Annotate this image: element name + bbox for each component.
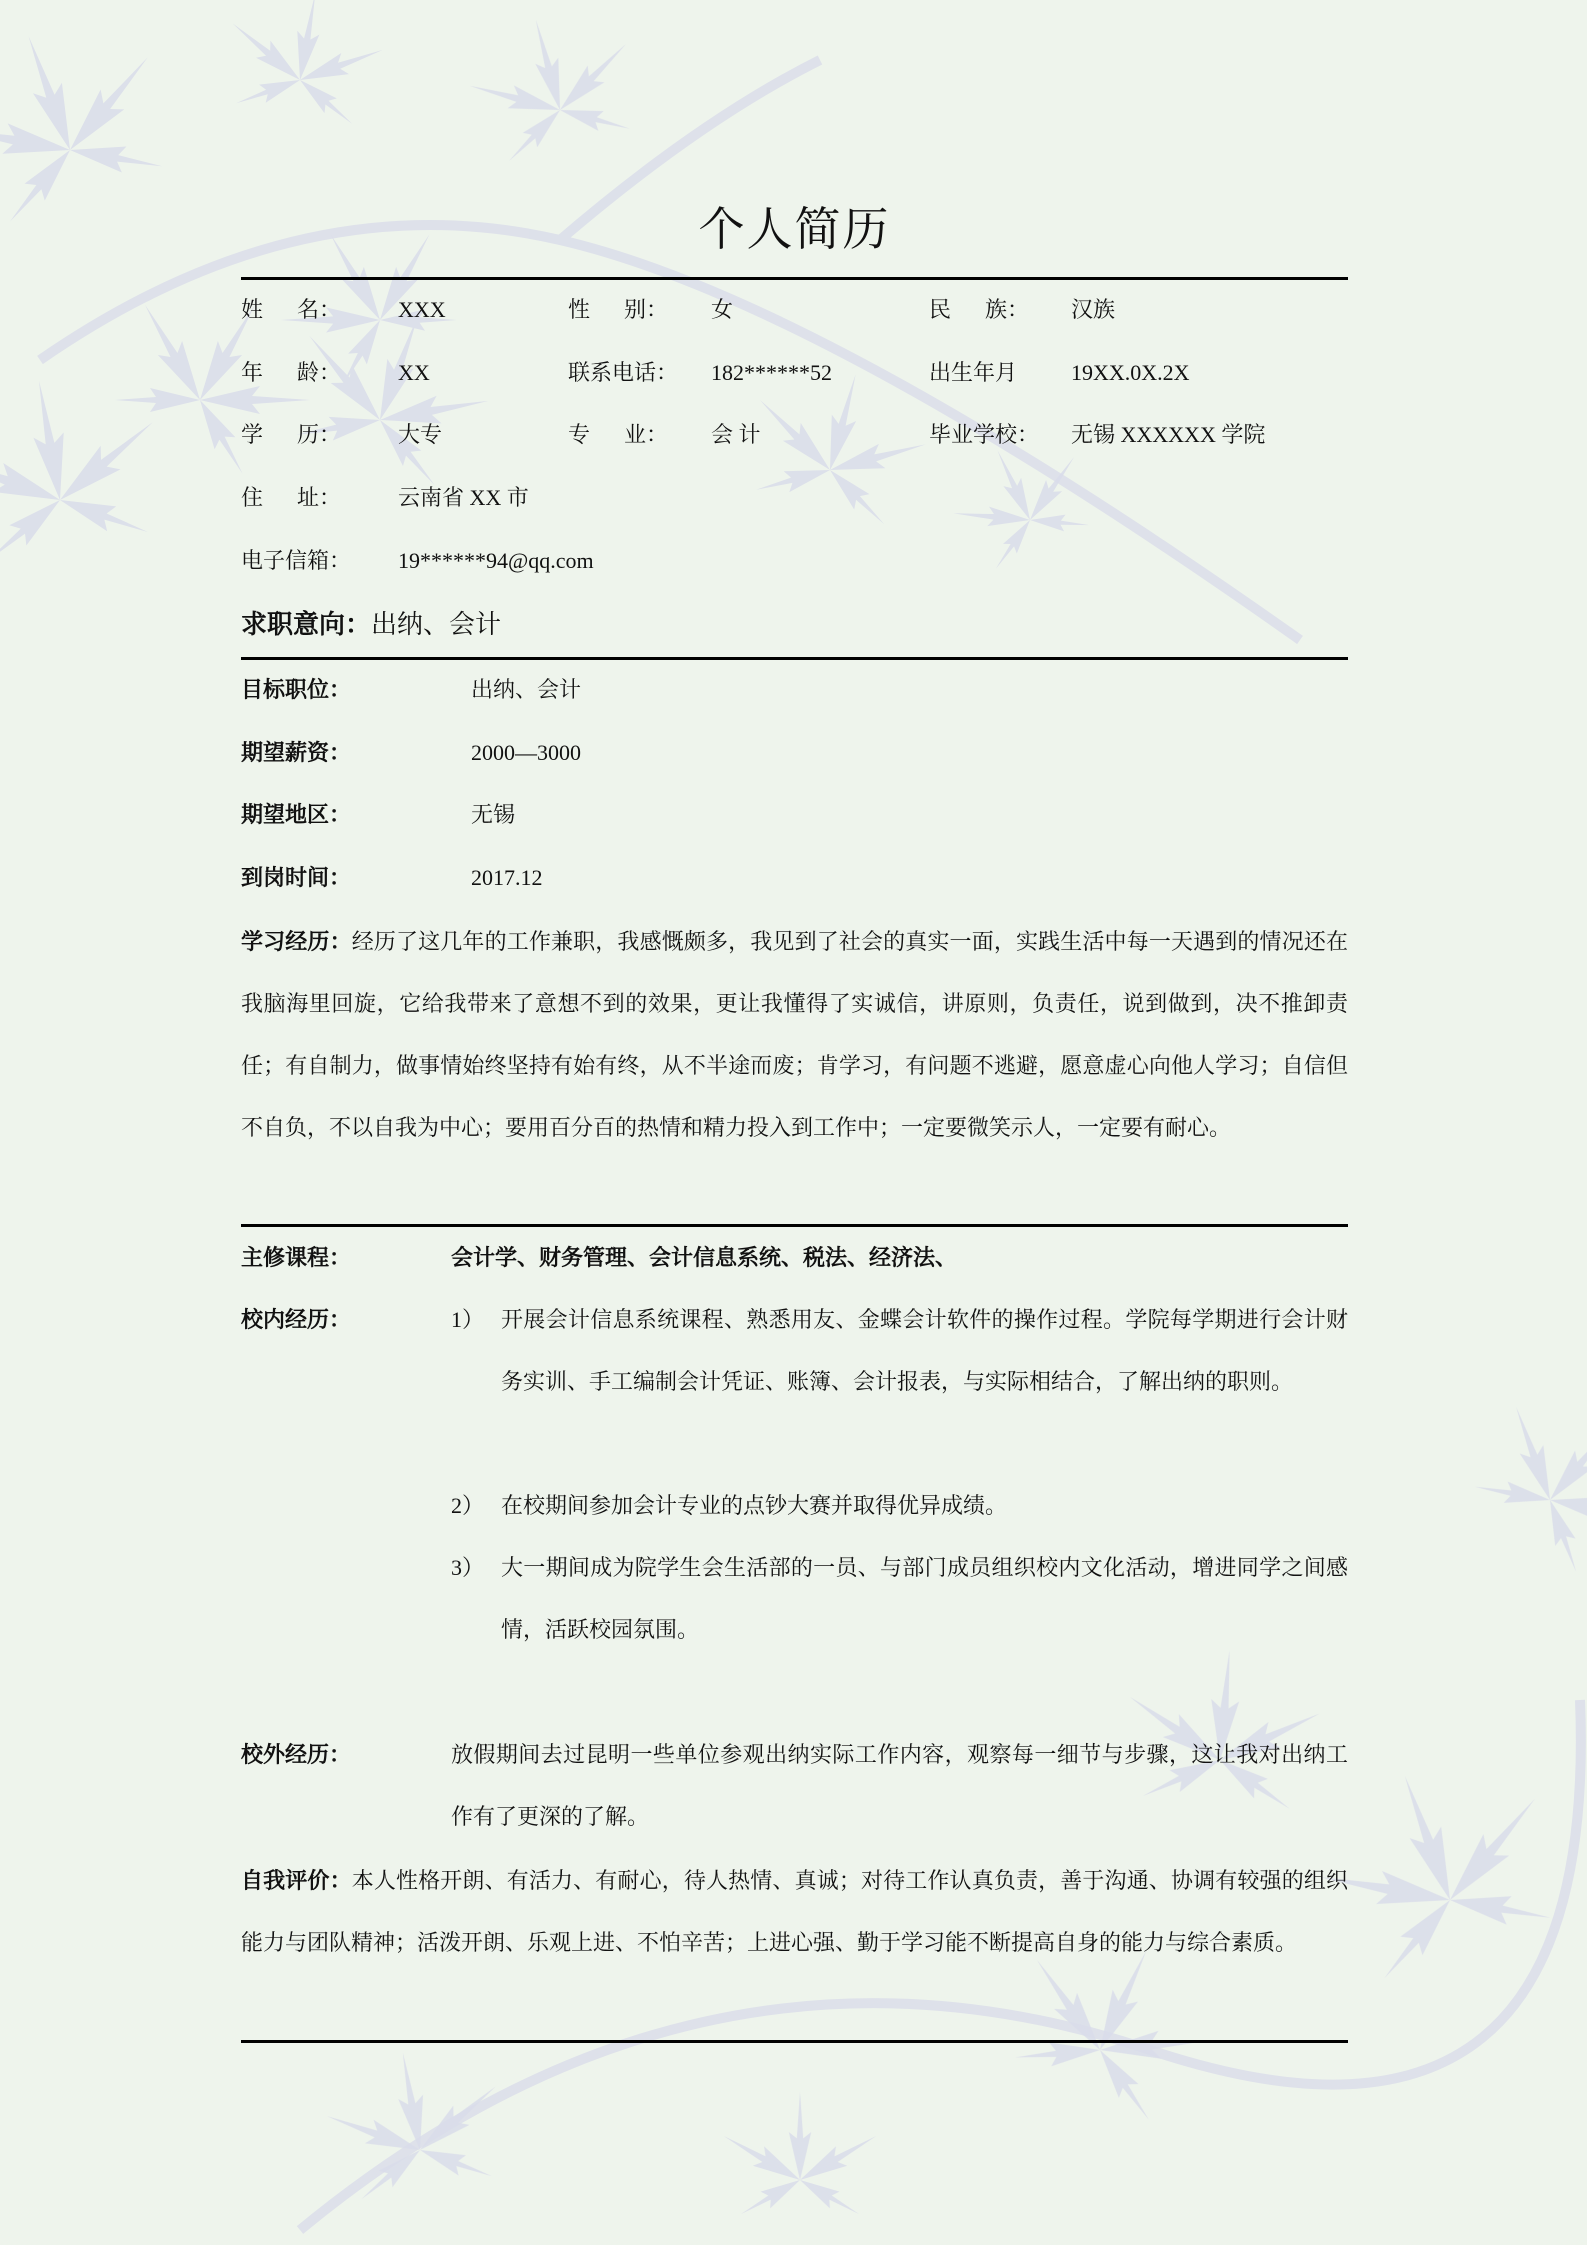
divider	[241, 277, 1348, 280]
field-education-value: 大专	[398, 422, 443, 447]
section-text: 本人性格开朗、有活力、有耐心，待人热情、真诚；对待工作认真负责，善于沟通、协调有较强的组织能力与团队精神；活泼开朗、乐观上进、不怕辛苦；上进心强、勤于学习能不断提高自身的能力与综合素质。	[241, 1868, 1348, 1955]
section-label: 学习经历：	[241, 929, 352, 954]
field-label: 住 址：	[241, 485, 341, 510]
section-label: 主修课程：	[241, 1245, 352, 1270]
list-text: 大一期间成为院学生会生活部的一员、与部门成员组织校内文化活动，增进同学之间感情，活跃校园氛围。	[501, 1555, 1348, 1642]
list-number: 3）	[451, 1555, 485, 1580]
list-item	[451, 1537, 1348, 1661]
field-value: 2017.12	[471, 865, 543, 890]
field-school-value: 无锡 XXXXXX 学院	[1071, 422, 1266, 447]
field-name-value: XXX	[398, 297, 446, 322]
list-item	[451, 1289, 1348, 1413]
section-label: 自我评价：	[241, 1868, 352, 1893]
field-label: 学 历：	[241, 422, 341, 447]
field-email-value: 19******94@qq.com	[398, 548, 594, 573]
field-label: 期望地区：	[241, 802, 352, 827]
field-label: 民 族：	[929, 297, 1029, 322]
field-label: 联系电话：	[568, 360, 679, 385]
field-phone-value: 182******52	[711, 360, 832, 385]
info-row	[241, 546, 1348, 576]
study-experience	[241, 911, 1348, 1159]
divider	[241, 1224, 1348, 1227]
section-label: 校外经历：	[241, 1742, 352, 1767]
divider	[241, 657, 1348, 660]
page-title: 个人简历	[698, 204, 891, 255]
field-address-value: 云南省 XX 市	[398, 485, 529, 510]
job-intent-heading	[241, 607, 501, 643]
field-label: 姓 名：	[241, 297, 341, 322]
list-item	[451, 1475, 1348, 1537]
job-intent-value: 出纳、会计	[371, 610, 502, 639]
field-age-value: XX	[398, 360, 430, 385]
courses-value: 会计学、财务管理、会计信息系统、税法、经济法、	[451, 1245, 958, 1270]
offcampus-text: 放假期间去过昆明一些单位参观出纳实际工作内容，观察每一细节与步骤，这让我对出纳工作有了更深的了解。	[451, 1742, 1348, 1829]
field-label: 到岗时间：	[241, 865, 352, 890]
courses-row	[241, 1243, 1348, 1273]
section-text: 经历了这几年的工作兼职，我感慨颇多，我见到了社会的真实一面，实践生活中每一天遇到的情况还在我脑海里回旋，它给我带来了意想不到的效果，更让我懂得了实诚信，讲原则，负责任，说到做到，决不推卸责任；有自制力，做事情始终坚持有始有终，从不半途而废；肯学习，有问题不逃避，愿意虚心向他人学习；自信但不自负，不以自我为中心；要用百分百的热情和精力投入到工作中；一定要微笑示人，一定要有耐心。	[241, 929, 1348, 1140]
field-label: 专 业：	[568, 422, 668, 447]
field-major-value: 会 计	[711, 422, 761, 447]
field-label: 目标职位：	[241, 677, 352, 702]
field-birth-value: 19XX.0X.2X	[1071, 360, 1190, 385]
field-gender-value: 女	[711, 297, 734, 322]
section-label: 校内经历：	[241, 1307, 352, 1332]
field-label: 性 别：	[568, 297, 668, 322]
info-row	[241, 483, 1348, 513]
section-label: 求职意向：	[241, 610, 372, 639]
intent-row	[241, 675, 1348, 705]
field-label: 电子信箱：	[241, 548, 352, 573]
divider	[241, 2040, 1348, 2043]
field-label: 毕业学校：	[929, 422, 1040, 447]
intent-row	[241, 800, 1348, 830]
field-label: 期望薪资：	[241, 740, 352, 765]
list-number: 2）	[451, 1493, 485, 1518]
list-text: 开展会计信息系统课程、熟悉用友、金蝶会计软件的操作过程。学院每学期进行会计财务实训、手工编制会计凭证、账簿、会计报表，与实际相结合，了解出纳的职则。	[501, 1307, 1348, 1394]
field-label: 年 龄：	[241, 360, 341, 385]
list-number: 1）	[451, 1307, 485, 1332]
field-value: 2000—3000	[471, 740, 581, 765]
intent-row	[241, 863, 1348, 893]
info-row	[241, 295, 1348, 325]
self-evaluation	[241, 1850, 1348, 1974]
field-ethnicity-value: 汉族	[1071, 297, 1116, 322]
info-row	[241, 420, 1348, 450]
field-value: 出纳、会计	[471, 677, 582, 702]
field-label: 出生年月	[929, 360, 1018, 385]
field-value: 无锡	[471, 802, 516, 827]
info-row	[241, 358, 1348, 388]
intent-row	[241, 738, 1348, 768]
list-text: 在校期间参加会计专业的点钞大赛并取得优异成绩。	[501, 1493, 1008, 1518]
